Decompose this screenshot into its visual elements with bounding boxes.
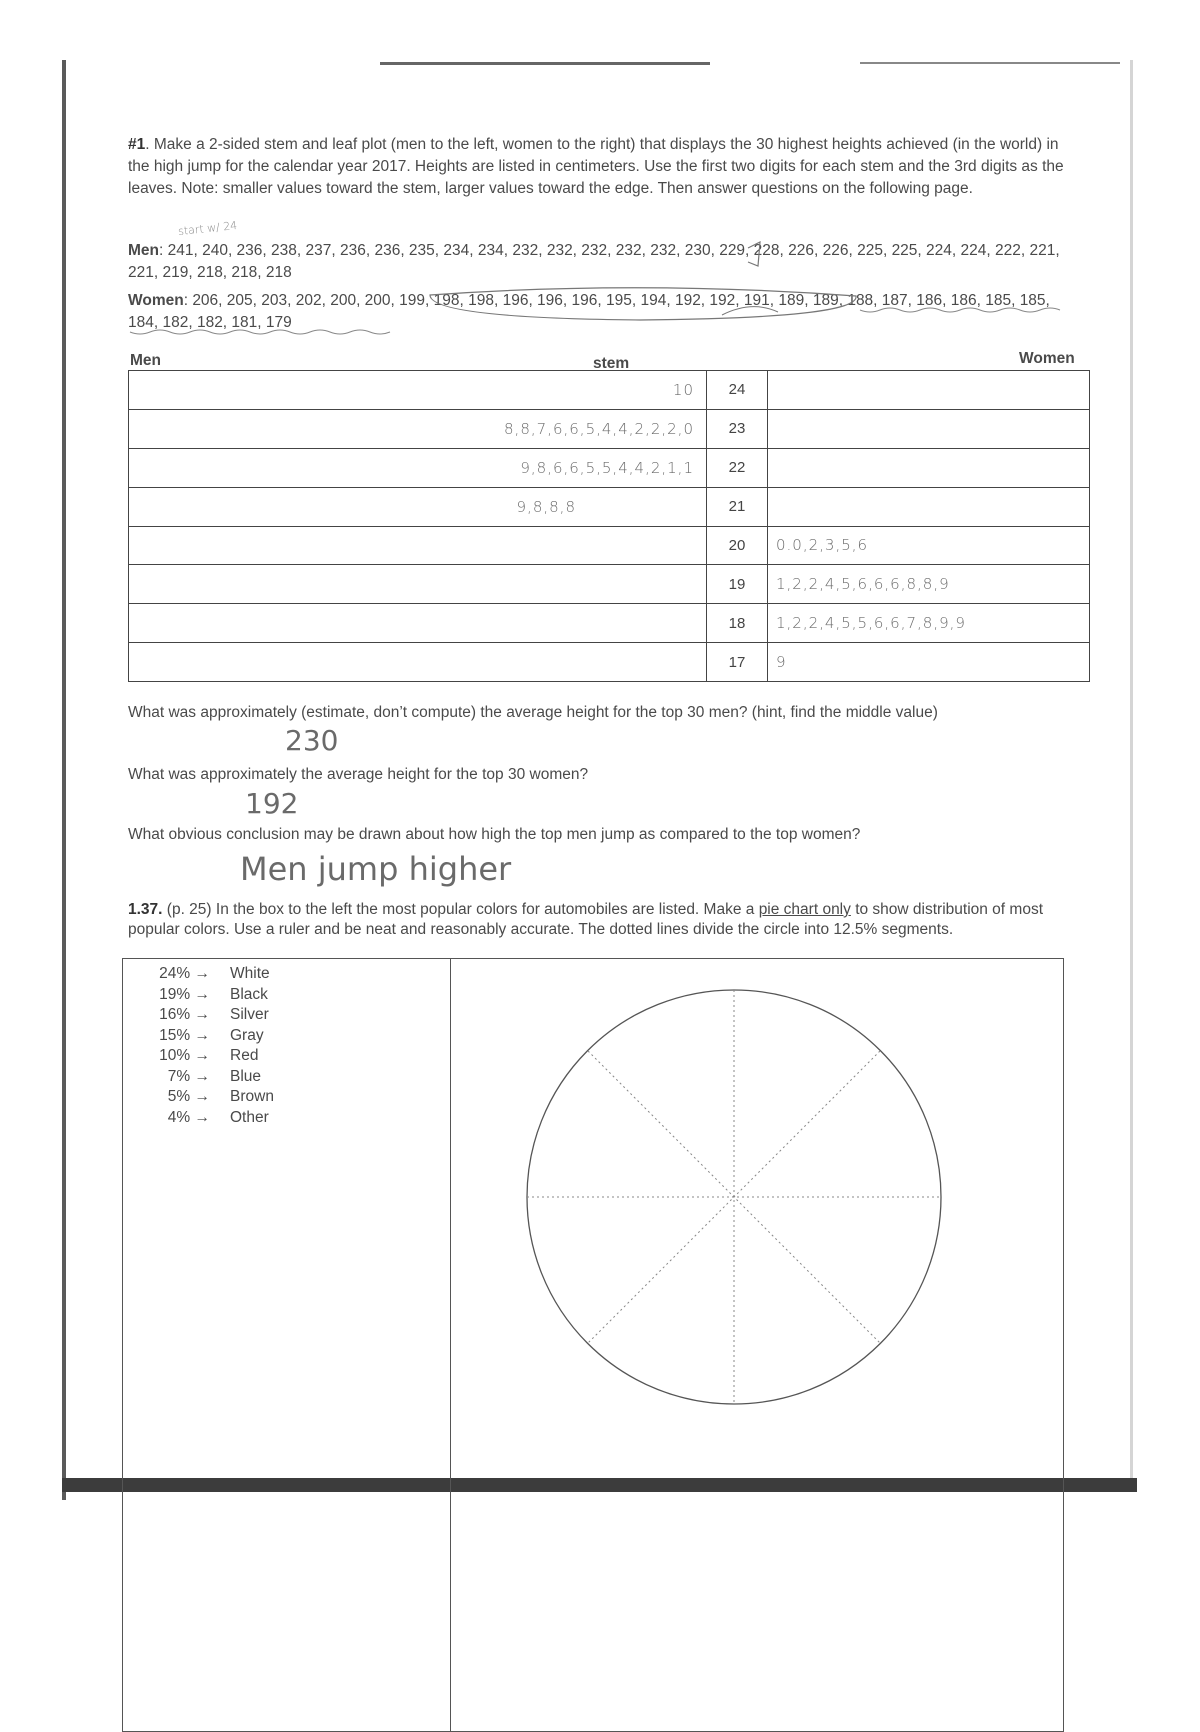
color-name: Other: [230, 1108, 269, 1126]
answer-men-average: 230: [285, 724, 339, 757]
men-leaves: [129, 565, 707, 604]
color-name: Red: [230, 1047, 259, 1064]
color-name: White: [230, 965, 270, 982]
list-item: [140, 1046, 274, 1067]
women-leaves: 1,2,2,4,5,6,6,6,8,8,9: [768, 565, 1090, 604]
question-text: . Make a 2-sided stem and leaf plot (men to the left, women to the right) that displays the 30 highest heights achieved (in the world) in the high jump for the calendar year 2017. Heights are listed in centimeters. Use the first two digits for each stem and the 3rd digits as the leaves. Note: smaller values toward the stem, larger values toward the edge. Then answer questions on the following page.: [128, 136, 1064, 197]
question-text-emphasis: pie chart only: [758, 901, 851, 918]
men-leaves: 9,8,6,6,5,5,4,4,2,1,1: [129, 448, 707, 487]
women-label: Women: [128, 292, 184, 309]
handwritten-note: start w/ 24: [177, 218, 238, 239]
list-item: [140, 1026, 274, 1047]
men-values: : 241, 240, 236, 238, 237, 236, 236, 235, 234, 234, 232, 232, 232, 232, 232, 230, 229, 228, 226, 226, 225, 225, 224, 224, 222, 221, 221, 219, 218, 218, 218: [128, 242, 1060, 281]
question-women-average: What was approximately the average height for the top 30 women?: [128, 766, 589, 783]
men-leaves: 8,8,7,6,6,5,4,4,2,2,2,0: [129, 409, 707, 448]
blank-pie-circle: [520, 980, 950, 1420]
women-values: : 206, 205, 203, 202, 200, 200, 199, 198, 198, 196, 196, 196, 195, 194, 192, 192, 191, 189, 189, 188, 187, 186, 186, 185, 185, 184, 182, 182, 181, 179: [128, 292, 1050, 331]
color-name: Brown: [230, 1088, 274, 1105]
stem-value: 17: [707, 643, 768, 682]
stem-value: 24: [707, 371, 768, 410]
women-leaves: 0.0,2,3,5,6: [768, 526, 1090, 565]
list-item: [140, 1108, 274, 1129]
question-number: 1.37.: [128, 901, 163, 918]
question-conclusion: What obvious conclusion may be drawn about how high the top men jump as compared to the top women?: [128, 826, 861, 843]
stem-value: 20: [707, 526, 768, 565]
stem-value: 18: [707, 604, 768, 643]
men-leaves: [129, 526, 707, 565]
answer-women-average: 192: [245, 787, 299, 820]
table-row: [129, 643, 1090, 682]
color-percent: 4% →: [167, 1108, 210, 1126]
color-name: Silver: [230, 1006, 269, 1023]
women-leaves: [768, 409, 1090, 448]
color-name: Blue: [230, 1067, 262, 1085]
list-item: [140, 1087, 274, 1108]
color-percent: 10% →: [159, 1047, 210, 1064]
answer-conclusion: Men jump higher: [240, 850, 512, 888]
women-leaves: 9: [768, 643, 1090, 682]
table-row: [129, 526, 1090, 565]
women-leaves: 1,2,2,4,5,5,6,6,7,8,9,9: [768, 604, 1090, 643]
table-row: [129, 604, 1090, 643]
table-row: [129, 371, 1090, 410]
men-label: Men: [128, 242, 159, 259]
color-percent: 16% →: [159, 1006, 210, 1023]
pencil-annotations: [0, 0, 1200, 400]
table-row: [129, 448, 1090, 487]
stem-value: 22: [707, 448, 768, 487]
color-percent: 19% →: [159, 985, 210, 1003]
list-item: [140, 964, 274, 985]
men-leaves: 10: [129, 371, 707, 410]
table-header-men: Men: [130, 352, 161, 369]
stem-value: 23: [707, 409, 768, 448]
box-divider: [450, 958, 451, 1731]
table-row: [129, 487, 1090, 526]
men-leaves: [129, 643, 707, 682]
women-leaves: [768, 448, 1090, 487]
question-men-average: What was approximately (estimate, don’t compute) the average height for the top 30 men? (hint, find the middle value): [128, 704, 938, 721]
color-percent: 7% →: [167, 1067, 210, 1085]
list-item: [140, 1005, 274, 1026]
color-percent: 24% →: [159, 965, 210, 982]
stem-value: 21: [707, 487, 768, 526]
men-leaves: [129, 604, 707, 643]
color-name: Black: [230, 985, 268, 1003]
color-list: [140, 964, 274, 1128]
list-item: [140, 1067, 274, 1088]
women-leaves: [768, 487, 1090, 526]
table-row: [129, 409, 1090, 448]
table-row: [129, 565, 1090, 604]
question-text-a: (p. 25) In the box to the left the most popular colors for automobiles are listed. Make a: [162, 901, 759, 918]
color-percent: 5% →: [167, 1088, 210, 1105]
table-header-stem: stem: [593, 355, 630, 372]
stem-leaf-table: [128, 370, 1090, 682]
question-137-prompt: [128, 900, 1068, 940]
men-leaves: 9,8,8,8: [129, 487, 707, 526]
question-text-b: to show distribution of most popular colors. Use a ruler and be neat and reasonably accurate. The dotted lines divide the circle into 12.5% segments.: [128, 901, 1044, 938]
question-number: #1: [128, 136, 146, 153]
list-item: [140, 985, 274, 1006]
women-leaves: [768, 371, 1090, 410]
color-name: Gray: [230, 1026, 264, 1044]
stem-value: 19: [707, 565, 768, 604]
color-percent: 15% →: [159, 1026, 210, 1044]
table-header-women: Women: [1019, 350, 1075, 367]
